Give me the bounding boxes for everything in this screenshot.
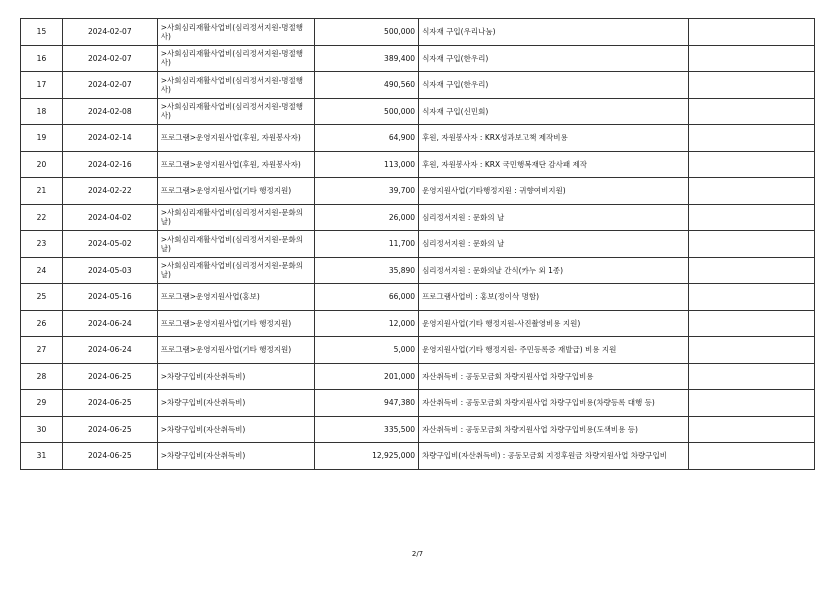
row-description: 후원, 자원봉사자 : KRX성과보고책 제작비용 [419, 125, 689, 152]
row-description: 심리정서지원 : 문화의 날 [419, 231, 689, 258]
row-number: 15 [21, 19, 63, 46]
table-row [21, 98, 815, 125]
row-date: 2024-02-07 [62, 19, 157, 46]
row-amount: 947,380 [315, 390, 419, 417]
row-date: 2024-06-25 [62, 443, 157, 470]
row-category: >차량구입비(자산취득비) [157, 416, 315, 443]
row-number: 21 [21, 178, 63, 205]
row-category: >사회심리재활사업비(심리정서지원-명절행사) [157, 72, 315, 99]
table-row [21, 231, 815, 258]
row-category: >차량구입비(자산취득비) [157, 390, 315, 417]
table-row [21, 443, 815, 470]
row-remark [689, 125, 815, 152]
row-description: 차량구입비(자산취득비) : 공동모금회 지정후원금 차량지원사업 차량구입비 [419, 443, 689, 470]
table-row [21, 416, 815, 443]
row-amount: 39,700 [315, 178, 419, 205]
row-category: 프로그램>운영지원사업(후원, 자원봉사자) [157, 151, 315, 178]
row-category: >차량구입비(자산취득비) [157, 363, 315, 390]
row-description: 심리정서지원 : 문화의 날 [419, 204, 689, 231]
row-number: 30 [21, 416, 63, 443]
row-category: 프로그램>운영지원사업(홍보) [157, 284, 315, 311]
row-amount: 12,925,000 [315, 443, 419, 470]
row-category: 프로그램>운영지원사업(기타 행정지원) [157, 337, 315, 364]
row-remark [689, 257, 815, 284]
row-amount: 500,000 [315, 98, 419, 125]
expense-ledger-table [20, 18, 815, 470]
row-description: 식자재 구입(한우리) [419, 72, 689, 99]
row-description: 자산취득비 : 공동모금회 차량지원사업 차량구입비용(도색비용 등) [419, 416, 689, 443]
row-remark [689, 310, 815, 337]
row-remark [689, 416, 815, 443]
row-remark [689, 19, 815, 46]
row-description: 자산취득비 : 공동모금회 차량지원사업 차량구입비용(차량등록 대행 등) [419, 390, 689, 417]
row-category: >사회심리재활사업비(심리정서지원-문화의날) [157, 204, 315, 231]
row-category: >차량구입비(자산취득비) [157, 443, 315, 470]
row-number: 16 [21, 45, 63, 72]
row-category: >사회심리재활사업비(심리정서지원-명절행사) [157, 98, 315, 125]
row-amount: 500,000 [315, 19, 419, 46]
row-amount: 201,000 [315, 363, 419, 390]
row-amount: 66,000 [315, 284, 419, 311]
table-row [21, 125, 815, 152]
table-row [21, 45, 815, 72]
row-amount: 335,500 [315, 416, 419, 443]
row-date: 2024-06-24 [62, 310, 157, 337]
row-date: 2024-02-08 [62, 98, 157, 125]
row-remark [689, 390, 815, 417]
row-date: 2024-05-03 [62, 257, 157, 284]
row-category: >사회심리재활사업비(심리정서지원-명절행사) [157, 19, 315, 46]
row-remark [689, 337, 815, 364]
row-amount: 64,900 [315, 125, 419, 152]
row-amount: 26,000 [315, 204, 419, 231]
row-number: 29 [21, 390, 63, 417]
row-description: 식자재 구입(한우리) [419, 45, 689, 72]
row-amount: 490,560 [315, 72, 419, 99]
table-row [21, 204, 815, 231]
row-number: 31 [21, 443, 63, 470]
row-category: 프로그램>운영지원사업(후원, 자원봉사자) [157, 125, 315, 152]
table-row [21, 178, 815, 205]
row-remark [689, 72, 815, 99]
row-description: 식자재 구입(우리나눔) [419, 19, 689, 46]
row-remark [689, 284, 815, 311]
table-row [21, 284, 815, 311]
table-row [21, 72, 815, 99]
row-date: 2024-05-16 [62, 284, 157, 311]
table-row [21, 19, 815, 46]
row-number: 26 [21, 310, 63, 337]
row-date: 2024-04-02 [62, 204, 157, 231]
row-date: 2024-02-07 [62, 45, 157, 72]
row-number: 28 [21, 363, 63, 390]
row-amount: 11,700 [315, 231, 419, 258]
row-date: 2024-06-25 [62, 416, 157, 443]
row-date: 2024-05-02 [62, 231, 157, 258]
row-description: 식자재 구입(신민회) [419, 98, 689, 125]
table-row [21, 257, 815, 284]
row-date: 2024-06-25 [62, 363, 157, 390]
row-number: 24 [21, 257, 63, 284]
row-number: 17 [21, 72, 63, 99]
table-row [21, 390, 815, 417]
table-row [21, 363, 815, 390]
row-remark [689, 443, 815, 470]
row-amount: 5,000 [315, 337, 419, 364]
row-amount: 389,400 [315, 45, 419, 72]
row-amount: 113,000 [315, 151, 419, 178]
row-category: 프로그램>운영지원사업(기타 행정지원) [157, 178, 315, 205]
row-number: 20 [21, 151, 63, 178]
row-date: 2024-02-16 [62, 151, 157, 178]
row-date: 2024-02-22 [62, 178, 157, 205]
row-category: >사회심리재활사업비(심리정서지원-문화의날) [157, 231, 315, 258]
row-remark [689, 178, 815, 205]
table-row [21, 337, 815, 364]
row-description: 운영지원사업(기타 행정지원- 주민등록증 재발급) 비용 지원 [419, 337, 689, 364]
row-remark [689, 151, 815, 178]
ledger-body [21, 19, 815, 470]
row-number: 22 [21, 204, 63, 231]
page-number: 2/7 [411, 550, 424, 558]
row-description: 운영지원사업(기타 행정지원-사진촬영비용 지원) [419, 310, 689, 337]
row-category: 프로그램>운영지원사업(기타 행정지원) [157, 310, 315, 337]
row-number: 23 [21, 231, 63, 258]
row-number: 18 [21, 98, 63, 125]
row-date: 2024-06-24 [62, 337, 157, 364]
row-date: 2024-06-25 [62, 390, 157, 417]
row-description: 심리정서지원 : 문화의날 간식(카누 외 1종) [419, 257, 689, 284]
row-remark [689, 98, 815, 125]
row-category: >사회심리재활사업비(심리정서지원-명절행사) [157, 45, 315, 72]
row-number: 27 [21, 337, 63, 364]
row-description: 운영지원사업(기타행정지원 : 귀향여비지원) [419, 178, 689, 205]
row-remark [689, 45, 815, 72]
row-date: 2024-02-14 [62, 125, 157, 152]
table-row [21, 310, 815, 337]
row-number: 19 [21, 125, 63, 152]
row-category: >사회심리재활사업비(심리정서지원-문화의날) [157, 257, 315, 284]
row-number: 25 [21, 284, 63, 311]
row-date: 2024-02-07 [62, 72, 157, 99]
row-remark [689, 363, 815, 390]
table-row [21, 151, 815, 178]
row-description: 자산취득비 : 공동모금회 차량지원사업 차량구입비용 [419, 363, 689, 390]
row-amount: 12,000 [315, 310, 419, 337]
row-amount: 35,890 [315, 257, 419, 284]
row-description: 프로그램사업비 : 홍보(정이삭 명함) [419, 284, 689, 311]
row-description: 후원, 자원봉사자 : KRX 국민행복재단 감사패 제작 [419, 151, 689, 178]
row-remark [689, 204, 815, 231]
row-remark [689, 231, 815, 258]
